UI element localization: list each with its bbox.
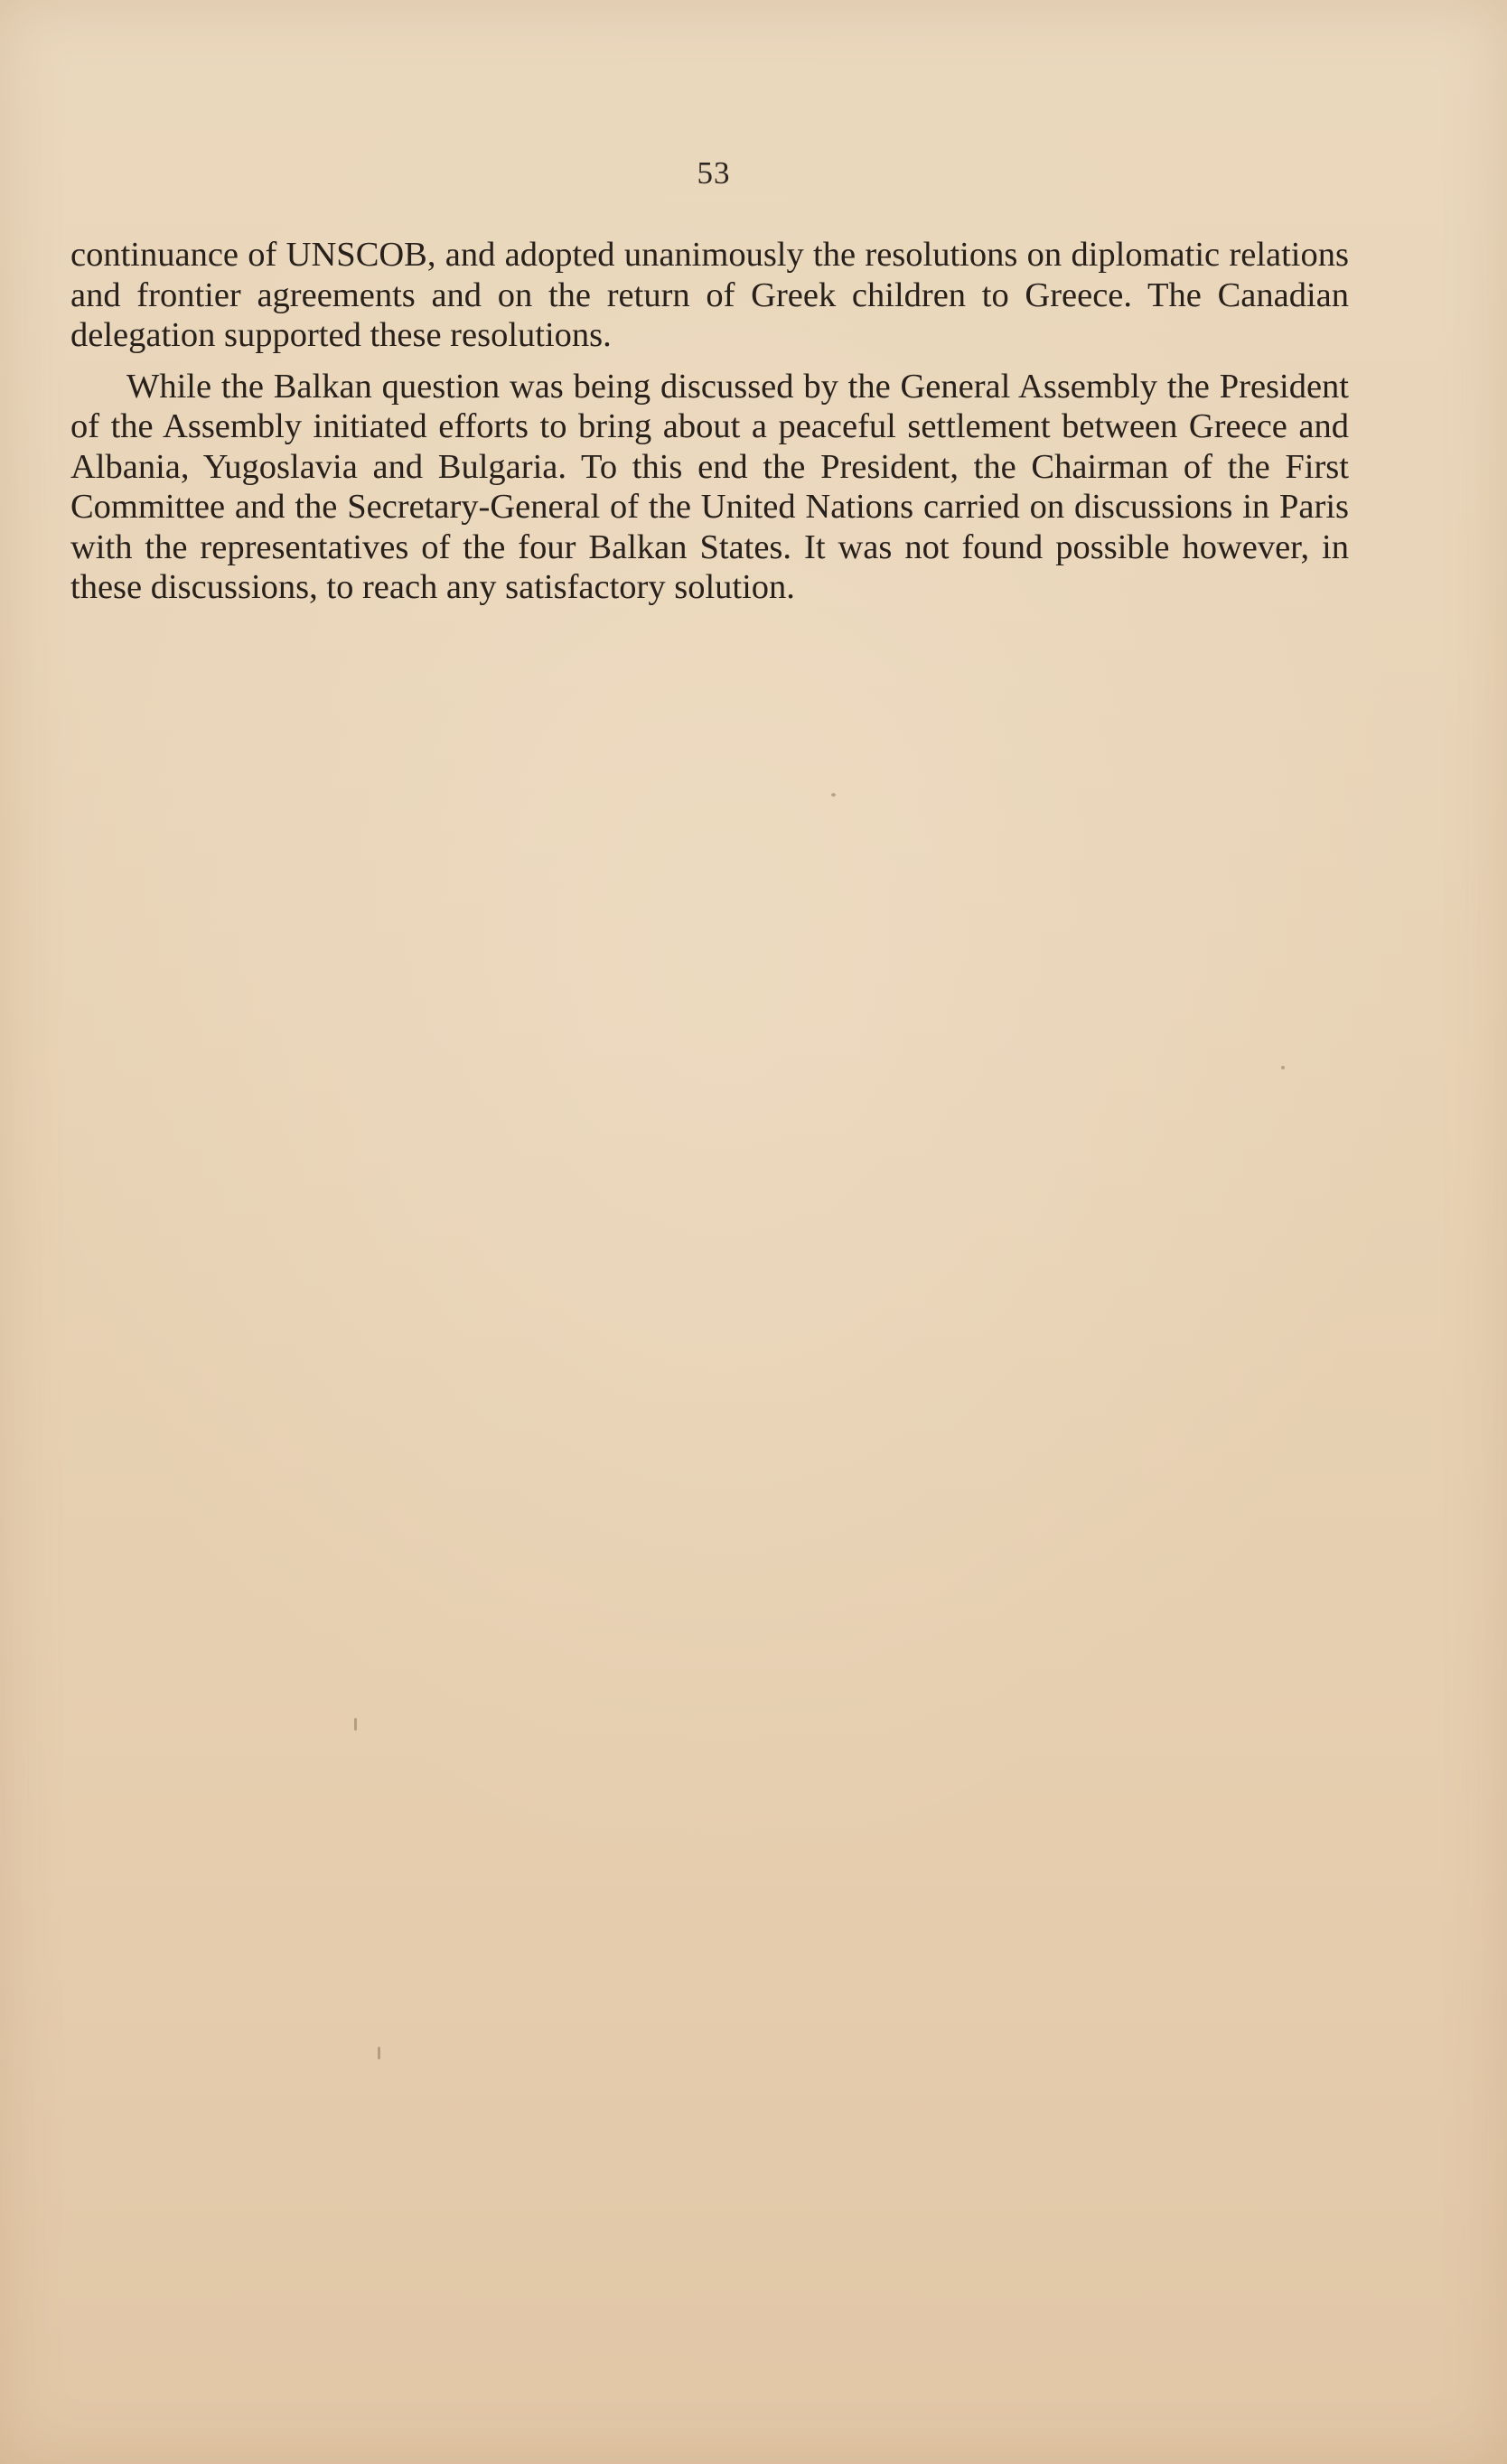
paper-speck (354, 1718, 357, 1731)
paper-speck (831, 793, 836, 797)
body-text (70, 235, 1349, 608)
paper-speck (378, 2047, 380, 2059)
paragraph-2: While the Balkan question was being discussed by the General Assembly the President of the Assembly initiated efforts to bring about a peaceful settlement between Greece and Albania, Yugoslavia and Bulgaria. To this end the President, the Chairman of the First Committee and the Secretary-General of the United Nations carried on discussions in Paris with the representatives of the four Balkan States. It was not found possible however, in these discussions, to reach any satisfactory solution. (70, 367, 1349, 606)
paper-speck (1281, 1066, 1285, 1069)
page-number: 53 (697, 155, 731, 191)
paragraph-1: continuance of UNSCOB, and adopted unanimously the resolutions on diplomatic relations and frontier agreements and on the return of Greek children to Greece. The Canadian delegation supported these resolutions. (70, 236, 1349, 354)
